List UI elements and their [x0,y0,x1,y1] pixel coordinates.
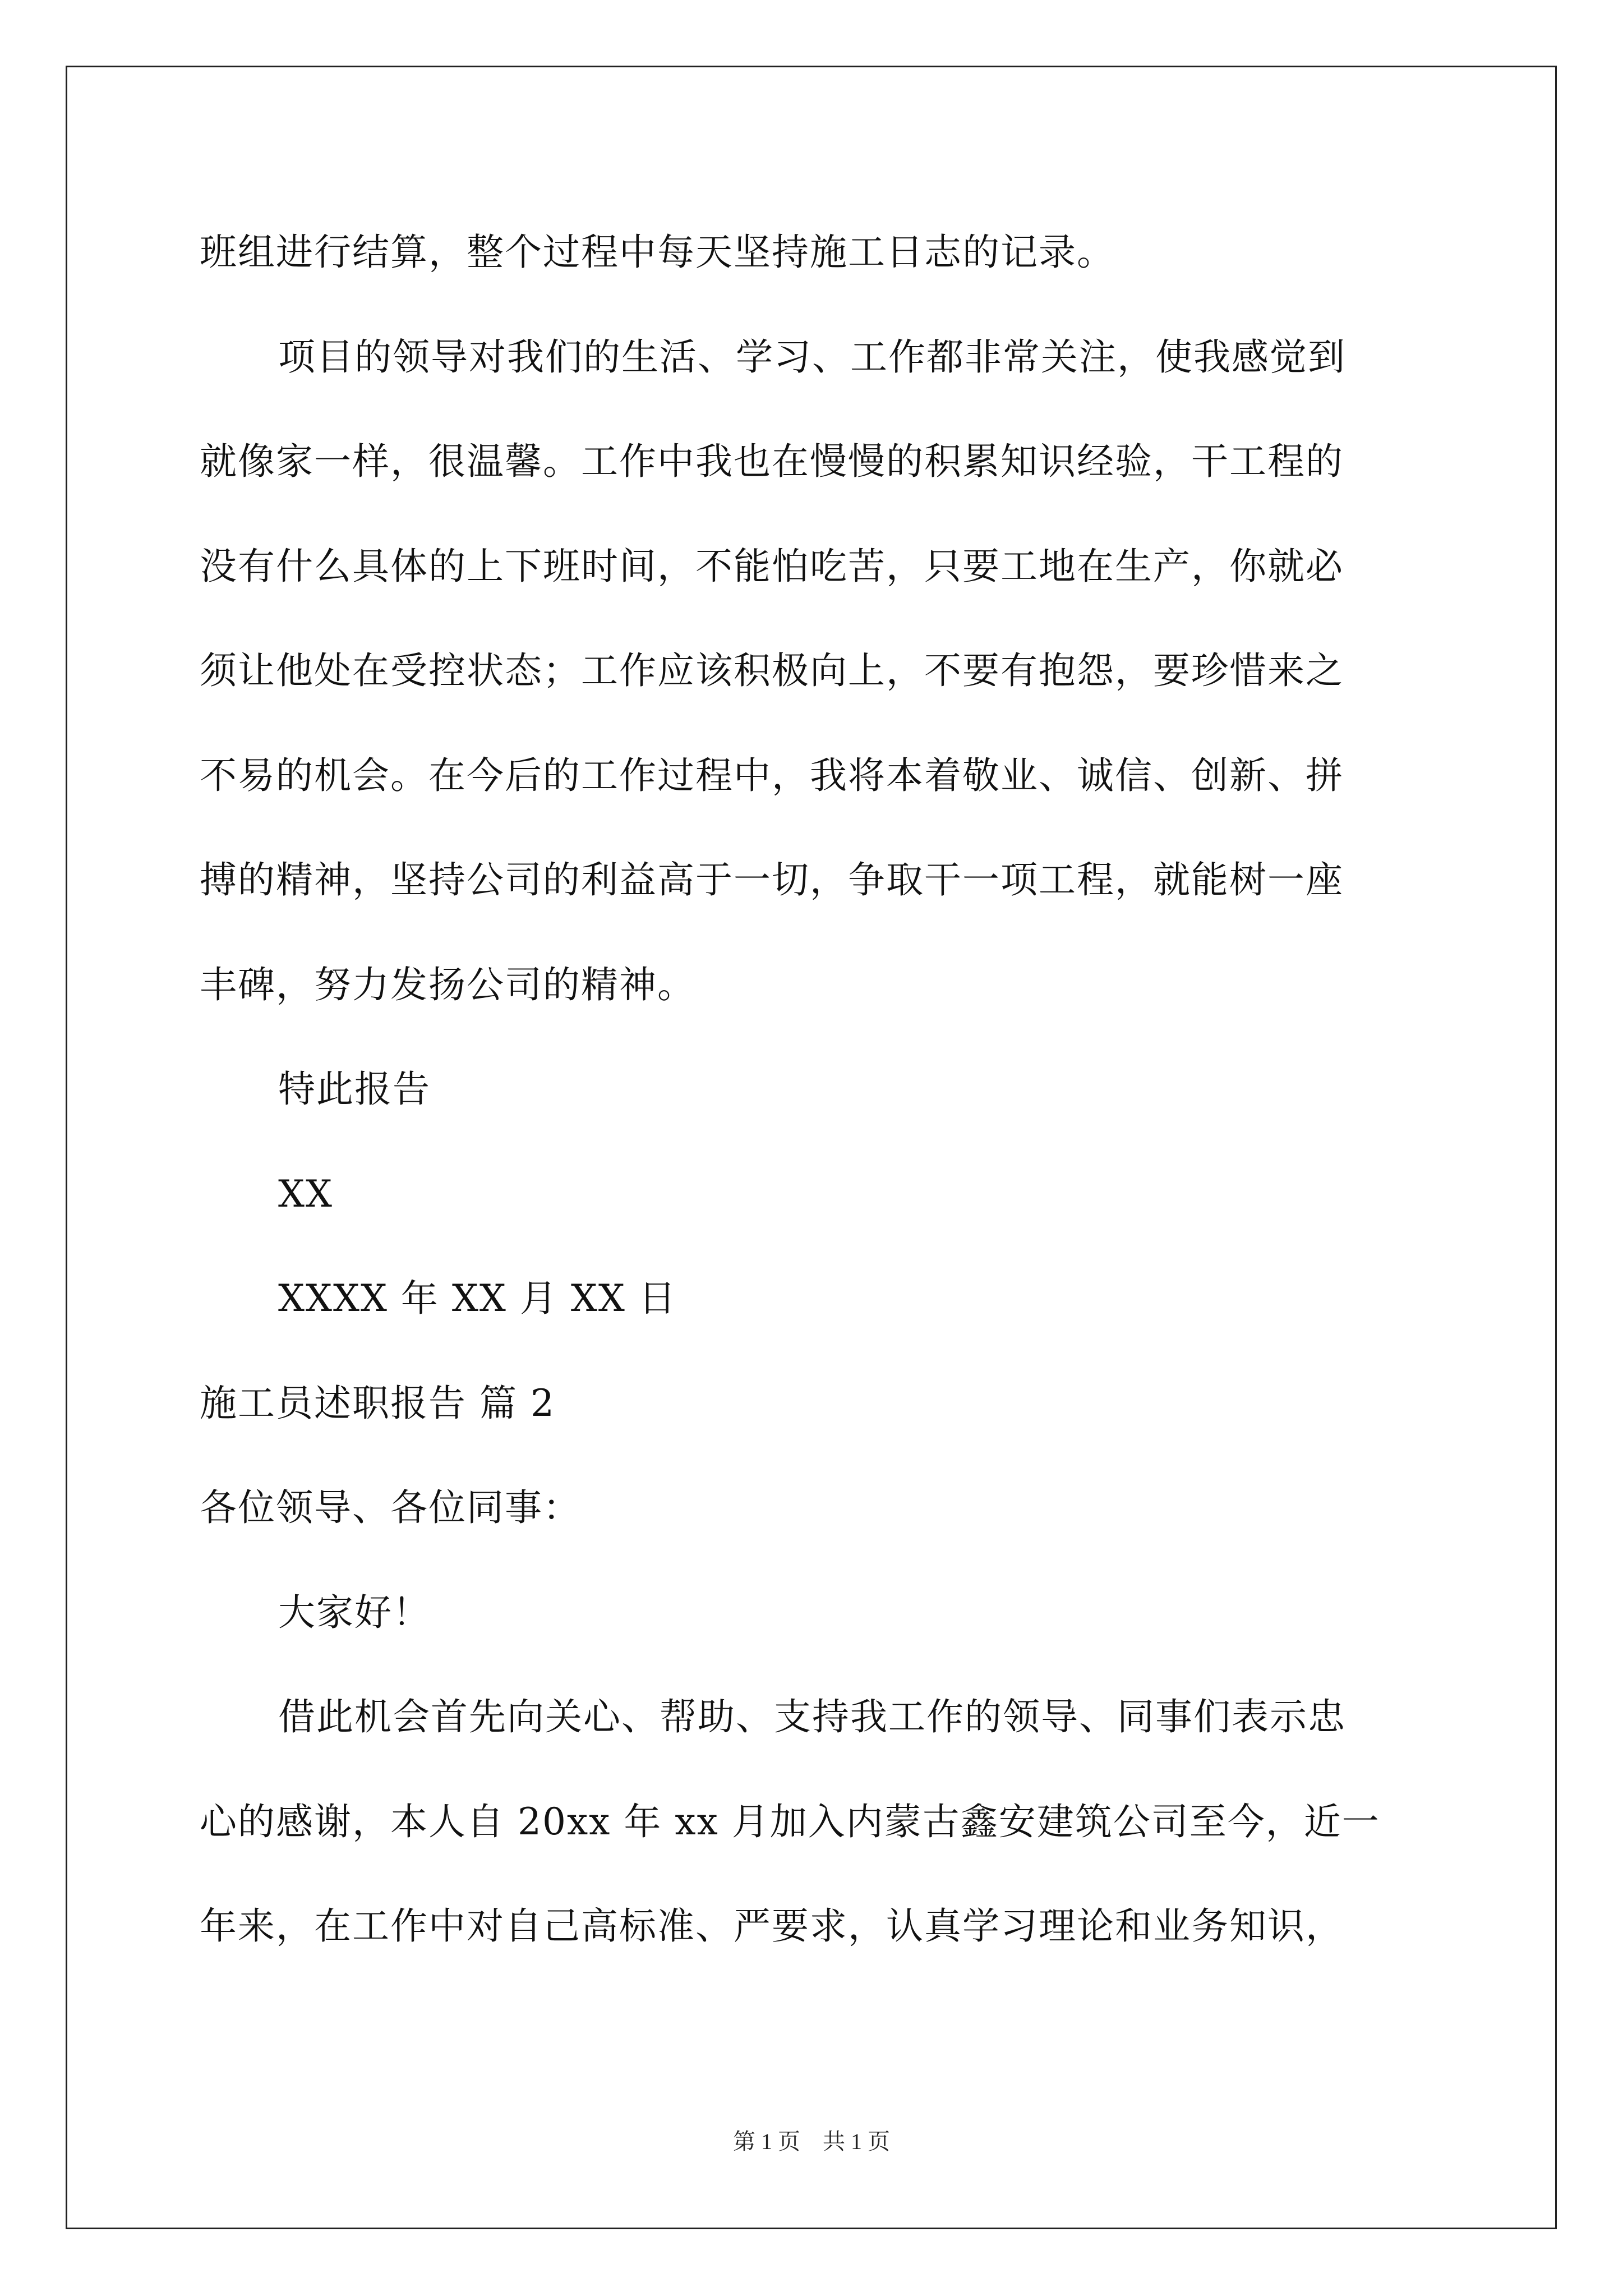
page-number: 第 1 页 共 1 页 [733,2129,890,2154]
paragraph-line: 班组进行结算，整个过程中每天坚持施工日志的记录。 [200,231,1115,274]
signature-name: XX [278,1172,333,1216]
paragraph-line: 年来，在工作中对自己高标准、严要求，认真学习理论和业务知识， [200,1904,1344,1948]
paragraph-line: 心的感谢，本人自 20xx 年 xx 月加入内蒙古鑫安建筑公司至今，近一 [200,1800,1380,1843]
paragraph-line: 借此机会首先向关心、帮助、支持我工作的领导、同事们表示忠 [278,1695,1346,1738]
greeting: 大家好！ [278,1590,431,1634]
paragraph-line: 不易的机会。在今后的工作过程中，我将本着敬业、诚信、创新、拼 [200,753,1344,797]
signature-date: XXXX 年 XX 月 XX 日 [278,1277,677,1320]
section-title: 施工员述职报告 篇 2 [200,1381,555,1425]
paragraph-line: 就像家一样，很温馨。工作中我也在慢慢的积累知识经验，干工程的 [200,440,1344,483]
paragraph-line: 须让他处在受控状态；工作应该积极向上，不要有抱怨，要珍惜来之 [200,649,1344,692]
paragraph-line: 丰碑，努力发扬公司的精神。 [200,963,695,1006]
closing-statement: 特此报告 [278,1068,431,1111]
paragraph-line: 搏的精神，坚持公司的利益高于一切，争取干一项工程，就能树一座 [200,858,1344,901]
salutation: 各位领导、各位同事： [200,1486,581,1529]
paragraph-line: 项目的领导对我们的生活、学习、工作都非常关注，使我感觉到 [278,335,1346,379]
paragraph-line: 没有什么具体的上下班时间，不能怕吃苦，只要工地在生产，你就必 [200,544,1344,588]
document-body [200,200,1428,1979]
